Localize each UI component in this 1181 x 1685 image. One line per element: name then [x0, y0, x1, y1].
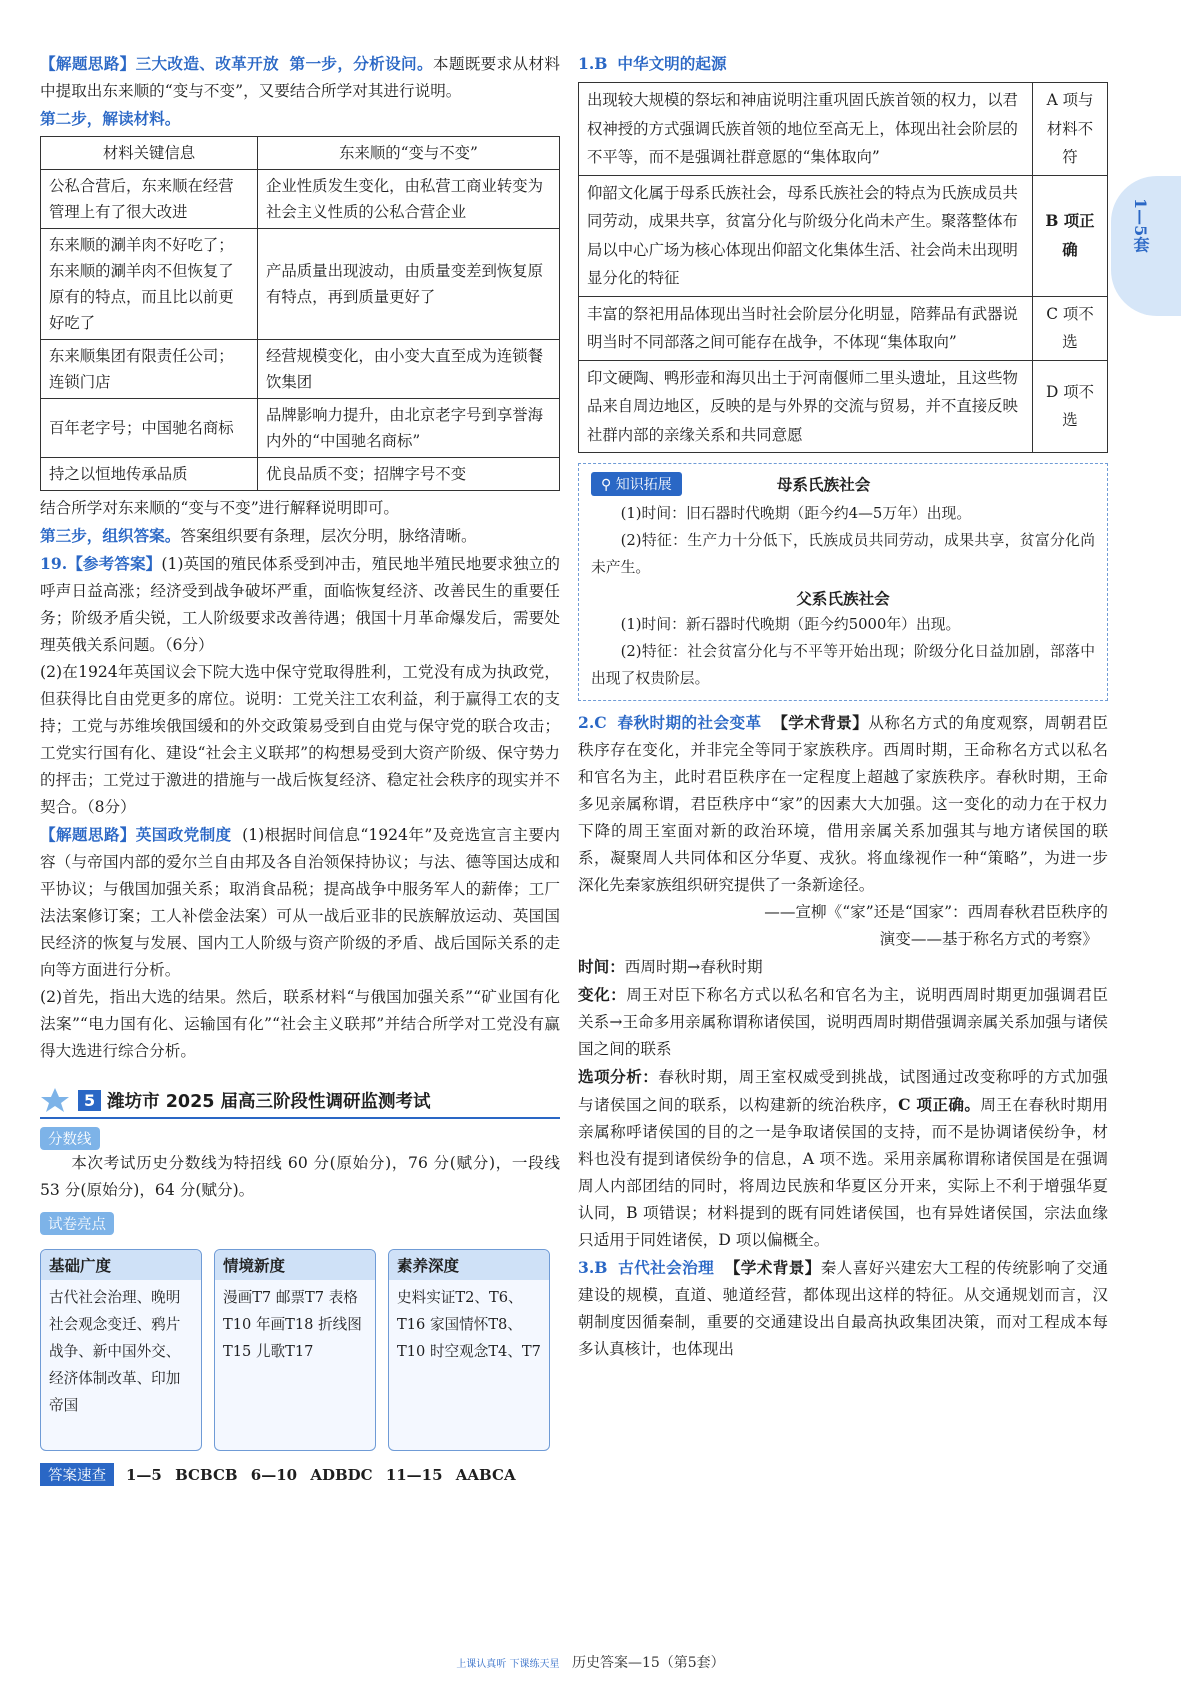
exam-header	[40, 1087, 560, 1119]
change-label: 变化：	[578, 985, 627, 1004]
table-cell: 品牌影响力提升，由北京老字号到享誉海内外的“中国驰名商标”	[258, 399, 560, 458]
highlight-box-text: 古代社会治理、晚明社会观念变迁、鸦片战争、新中国外交、经济体制改革、印加帝国	[49, 1289, 181, 1414]
footer-logo: 上课认真听 下课练天星	[456, 1659, 560, 1670]
matriarchal-features: (2)特征：生产力十分低下，氏族成员共同劳动，成果共享，贫富分化尚未产生。	[591, 532, 1095, 576]
q19-tag: 19.【参考答案】	[40, 554, 162, 573]
option-analysis: 出现较大规模的祭坛和神庙说明注重巩固氏族首领的权力，以君权神授的方式强调氏族首领的地位至高无上，体现出社会阶层的不平等，而不是强调社群意愿的“集体取向”	[579, 83, 1033, 176]
q3-background-tag: 【学术背景】	[724, 1258, 821, 1277]
set-range-tab	[1111, 176, 1181, 316]
highlight-box-text: 史料实证T2、T6、T16 家国情怀T8、T10 时空观念T4、T7	[397, 1289, 541, 1360]
highlight-box-title: 基础广度	[41, 1250, 201, 1280]
step3-label: 第三步，组织答案。	[40, 526, 181, 545]
table-cell: 产品质量出现波动，由质量变差到恢复原有特点，再到质量更好了	[258, 229, 560, 340]
material-table	[40, 136, 560, 491]
table-cell: 企业性质发生变化，由私营工商业转变为社会主义性质的公私合营企业	[258, 170, 560, 229]
q2-option-analysis	[578, 1063, 1108, 1254]
highlight-box	[40, 1249, 202, 1451]
option-analysis-text-1: 春秋时期，周王室权威受到挑战，试图通过改变称呼的方式加强与诸侯国之间的联系，以构建新的统治秩序，	[578, 1068, 1108, 1114]
patriarchal-title: 父系氏族社会	[796, 589, 890, 608]
option-verdict: C 项不选	[1033, 296, 1108, 360]
q2-citation-line-1: ——宣柳《“家”还是“国家”：西周春秋君臣秩序的	[764, 903, 1108, 921]
q2-number: 2.C	[578, 713, 607, 732]
time-label: 时间：	[578, 957, 625, 976]
analysis-paragraph-2: (2)首先，指出大选的结果。然后，联系材料“与俄国加强关系”“矿业国有化法案”“电力国有化、运输国有化”“社会主义联邦”并结合所学对工党没有赢得大选进行综合分析。	[40, 988, 560, 1060]
q2-topic: 春秋时期的社会变革	[617, 713, 762, 732]
analysis-topic: 英国政党制度	[135, 825, 232, 844]
left-column	[40, 50, 560, 1486]
table-cell: 持之以恒地传承品质	[41, 458, 258, 491]
change-text: 周王对臣下称名方式以私名和官名为主，说明西周时期更加强调君臣关系→王命多用亲属称谓称诸侯国，说明西周时期借强调亲属关系加强与诸侯国之间的联系	[578, 986, 1108, 1058]
table-row	[579, 83, 1108, 176]
knowledge-extension-box	[578, 463, 1108, 701]
q19-ans1-text: (1)英国的殖民体系受到冲击，殖民地半殖民地要求独立的呼声日益高涨；经济受到战争破坏严重，面临恢复经济、改善民生的重要任务；阶级矛盾尖锐，工人阶级要求改善待遇；俄国十月革命爆发后，需要处理英俄关系问题。（6分）	[40, 555, 560, 654]
table-cell: 优良品质不变；招牌字号不变	[258, 458, 560, 491]
knowledge-extension-label: 知识拓展	[615, 477, 672, 493]
table-cell: 东来顺集团有限责任公司；连锁门店	[41, 340, 258, 399]
knowledge-extension-header	[591, 472, 1095, 496]
highlight-box-text: 漫画T7 邮票T7 表格T10 年画T18 折线图T15 儿歌T17	[223, 1289, 362, 1360]
knowledge-extension-tag	[591, 472, 682, 496]
q2-background-tag: 【学术背景】	[772, 713, 869, 732]
option-analysis: 印文硬陶、鸭形壶和海贝出土于河南偃师二里头遗址，且这些物品来自周边地区，反映的是与外界的交流与贸易，并不直接反映社群内部的亲缘关系和共同意愿	[579, 360, 1033, 453]
q19-answer-2: (2)在1924年英国议会下院大选中保守党取得胜利，工党没有成为执政党，但获得比自由党更多的席位。说明：工党关注工农利益，利于赢得工农的支持；工党与苏维埃俄国缓和的外交政策易受到自由党与保守党的联合攻击；工党实行国有化、建设“社会主义联邦”的构想易受到大资产阶级、保守势力的抨击；工党过于激进的措施与一战后恢复经济、稳定社会秩序的现实并不契合。（8分）	[40, 663, 560, 816]
highlights-label: 试卷亮点	[40, 1212, 114, 1235]
matriarchal-title: 母系氏族社会	[776, 475, 871, 494]
analysis-text-1: (1)根据时间信息“1924年”及竞选宣言主要内容（与帝国内部的爱尔兰自由邦及各自治领保持协议；与法、德等国达成和平协议；与俄国加强关系；取消食品税；提高战争中服务军人的薪俸；工厂法法案修订案；工人补偿金法案）可从一战后亚非的民族解放运动、英国国民经济的恢复与发展、国内工人阶级与资产阶级的矛盾、战后国际关系的走向等方面进行分析。	[40, 826, 560, 979]
q3-paragraph	[578, 1254, 1108, 1363]
answer-key-label: 答案速查	[40, 1463, 114, 1486]
step3-text: 答案组织要有条理，层次分明，脉络清晰。	[180, 527, 477, 545]
patriarchal-features: (2)特征：社会贫富分化与不平等开始出现；阶级分化日益加剧，部落中出现了权贵阶层。	[591, 643, 1095, 687]
patriarchal-time: (1)时间：新石器时代晚期（距今约5000年）出现。	[620, 616, 961, 633]
table-row	[579, 296, 1108, 360]
page-footer	[0, 1652, 1181, 1672]
analysis-paragraph-1	[40, 821, 560, 984]
footer-text: 历史答案—15（第5套）	[571, 1655, 725, 1671]
table-cell: 东来顺的涮羊肉不好吃了；东来顺的涮羊肉不但恢复了原有的特点，而且比以前更好吃了	[41, 229, 258, 340]
table-header: 东来顺的“变与不变”	[258, 137, 560, 170]
score-line-text: 本次考试历史分数线为特招线 60 分(原始分)，76 分(赋分)，一段线 53 分(原始分)，64 分(赋分)。	[40, 1154, 560, 1199]
score-line-label: 分数线	[40, 1127, 100, 1150]
table-row	[41, 340, 560, 399]
q3-background-text: 秦人喜好兴建宏大工程的传统影响了交通建设的规模，直道、驰道经营，都体现出这样的特征。从交通规划而言，汉朝制度因循秦制，重要的交通建设出自最高执政集团决策，而对工程成本每多认真核计，也体现出	[578, 1259, 1108, 1358]
q2-citation-line-2: 演变——基于称名方式的考察》	[879, 930, 1098, 948]
table-row	[41, 399, 560, 458]
solution-tag: 【解题思路】	[40, 54, 136, 73]
table-cell: 公私合营后，东来顺在经营管理上有了很大改进	[41, 170, 258, 229]
after-table-text: 结合所学对东来顺的“变与不变”进行解释说明即可。	[40, 499, 400, 517]
intro-paragraph	[40, 50, 560, 105]
option-verdict: A 项与材料不符	[1033, 83, 1108, 176]
intro-topic: 三大改造、改革开放	[135, 54, 279, 73]
highlight-box-title: 素养深度	[389, 1250, 549, 1280]
option-analysis-text-2: 周王在春秋时期用亲属称呼诸侯国的目的之一是争取诸侯国的支持，而不是协调诸侯纷争，材料也没有提到诸侯纷争的信息，A 项不选。采用亲属称谓称诸侯国是在强调周人内部团结的同时，将周边民族和华夏区分开来，实际上不利于增强华夏认同，B 项错误；材料提到的既有同姓诸侯国，也有异姓诸侯国，宗法血缘只适用于同姓诸侯，D 项以偏概全。	[578, 1096, 1108, 1249]
option-analysis-label: 选项分析：	[578, 1067, 659, 1086]
option-analysis: 仰韶文化属于母系氏族社会，母系氏族社会的特点为氏族成员共同劳动，成果共享，贫富分化与阶级分化尚未产生。聚落整体布局以中心广场为核心体现出仰韶文化集体生活、社会尚未出现明显分化的特征	[579, 175, 1033, 296]
table-cell: 百年老字号；中国驰名商标	[41, 399, 258, 458]
search-icon: ⚲	[601, 477, 612, 493]
matriarchal-time: (1)时间：旧石器时代晚期（距今约4—5万年）出现。	[620, 505, 972, 522]
option-verdict: D 项不选	[1033, 360, 1108, 453]
table-row	[579, 360, 1108, 453]
right-column	[578, 50, 1108, 1363]
q3-topic: 古代社会治理	[618, 1258, 715, 1277]
set-range-label: 1—5套	[1131, 198, 1150, 253]
step2-label: 第二步，解读材料。	[40, 109, 181, 128]
options-table	[578, 82, 1108, 453]
q1-number: 1.B	[578, 54, 608, 73]
q2-time	[578, 953, 1108, 981]
option-analysis: 丰富的祭祀用品体现出当时社会阶层分化明显，陪葬品有武器说明当时不同部落之间可能存在战争，不体现“集体取向”	[579, 296, 1033, 360]
step1-text: 本题既要求从材料中提取出东来顺的“变与不变”，又要结合所学对其进行说明。	[40, 55, 560, 100]
step3-paragraph	[40, 522, 560, 550]
highlight-boxes	[40, 1249, 560, 1459]
q2-change	[578, 981, 1108, 1063]
exam-title: 潍坊市 2025 届高三阶段性调研监测考试	[107, 1091, 431, 1112]
option-verdict: B 项正确	[1033, 175, 1108, 296]
table-row	[41, 458, 560, 491]
q19-answer-1	[40, 550, 560, 659]
highlight-box	[388, 1249, 550, 1451]
q1-topic: 中华文明的起源	[617, 54, 727, 73]
answer-key	[40, 1463, 560, 1486]
answer-key-values: 1—5 BCBCB 6—10 ADBDC 11—15 AABCA	[126, 1465, 516, 1484]
time-text: 西周时期→春秋时期	[624, 958, 763, 976]
table-row	[41, 170, 560, 229]
option-analysis-correct: C 项正确。	[898, 1095, 981, 1114]
highlight-box	[214, 1249, 376, 1451]
q3-number: 3.B	[578, 1258, 608, 1277]
table-cell: 经营规模变化，由小变大直至成为连锁餐饮集团	[258, 340, 560, 399]
table-row	[579, 175, 1108, 296]
table-row	[41, 229, 560, 340]
table-header: 材料关键信息	[41, 137, 258, 170]
analysis-tag: 【解题思路】	[40, 825, 136, 844]
star-badge-icon	[40, 1087, 70, 1113]
q2-background-text: 从称名方式的角度观察，周朝君臣秩序存在变化，并非完全等同于家族秩序。西周时期，王命称名方式以私名和官名为主，此时君臣秩序在一定程度上超越了家族秩序。春秋时期，王命多见亲属称谓，君臣秩序中“家”的因素大大加强。这一变化的动力在于权力下降的周王室面对新的政治环境，借用亲属关系加强其与地方诸侯国的联系，凝聚周人共同体和区分华夏、戎狄。将血缘视作一种“策略”，为进一步深化先秦家族组织研究提供了一条新途径。	[578, 714, 1108, 894]
q1-heading	[578, 50, 1108, 78]
step1-label: 第一步，分析设问。	[289, 54, 433, 73]
highlight-box-title: 情境新度	[215, 1250, 375, 1280]
exam-number: 5	[78, 1090, 101, 1111]
q2-paragraph	[578, 709, 1108, 899]
